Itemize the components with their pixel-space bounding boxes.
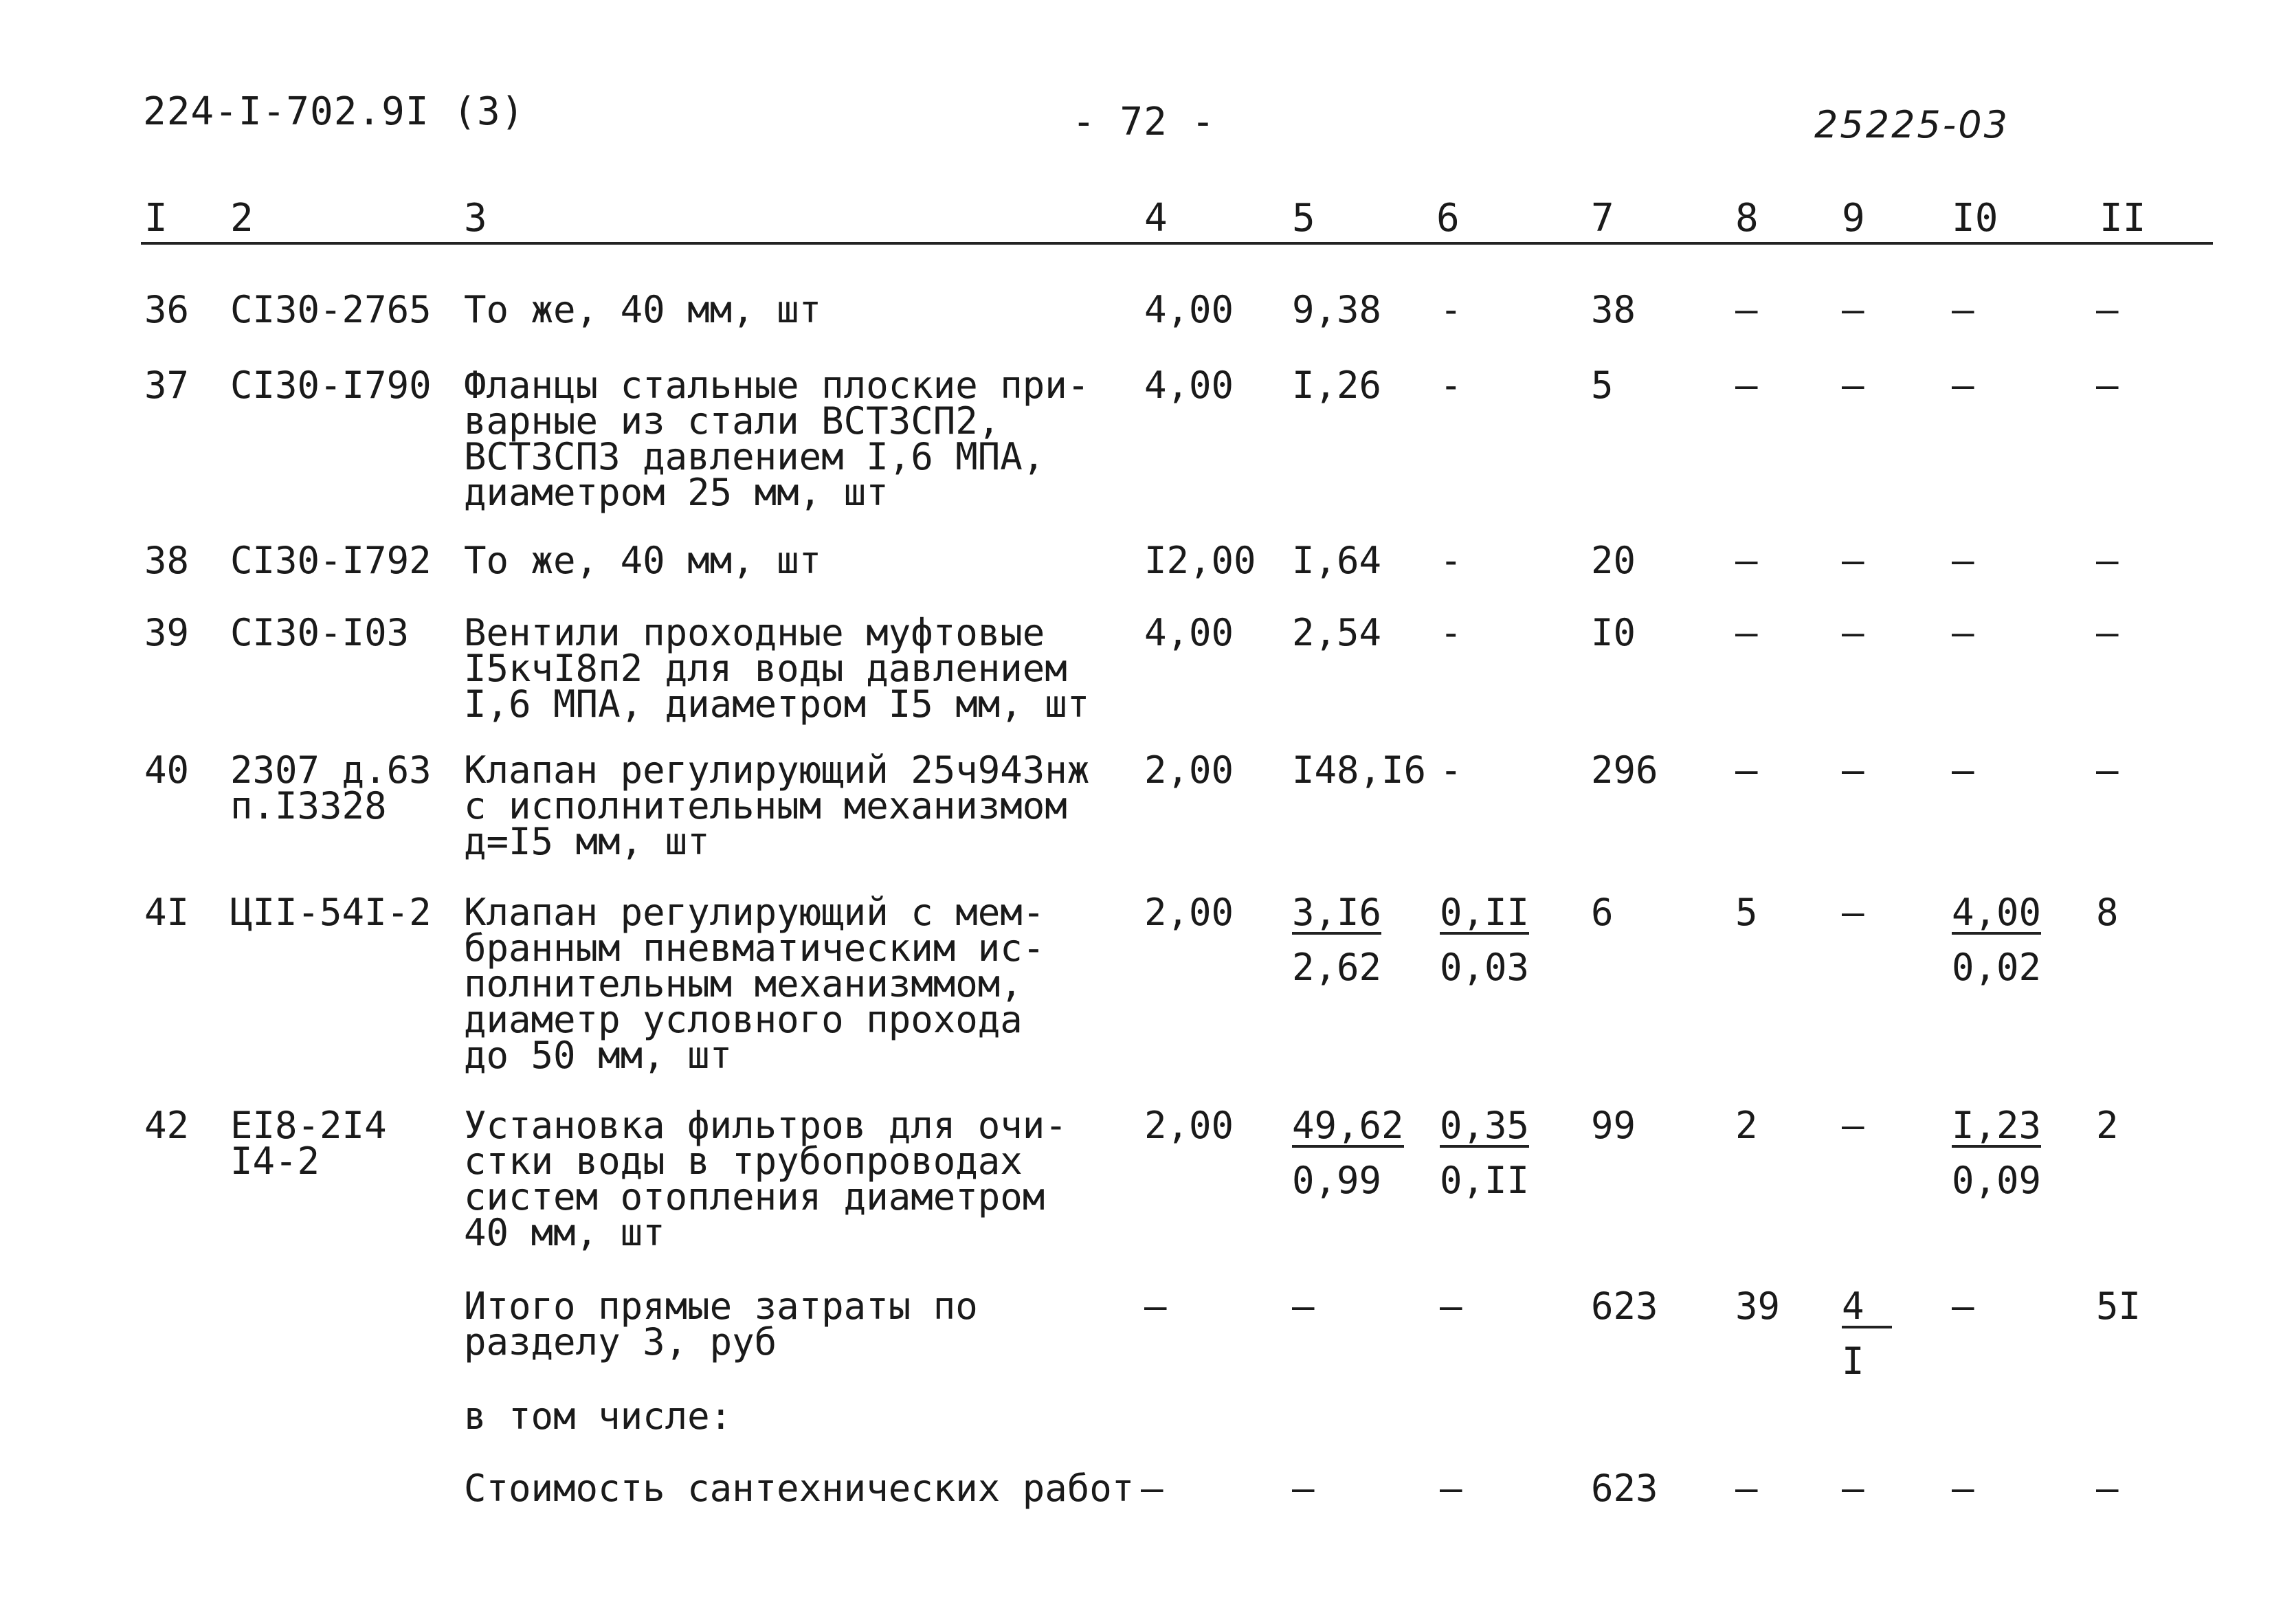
col-8: 39 xyxy=(1735,1284,1781,1328)
total-cost: 6 xyxy=(1591,891,1614,934)
col-6-fraction xyxy=(1440,891,1530,989)
column-header: 4 xyxy=(1144,196,1168,241)
unit-cost: 9,38 xyxy=(1292,288,1382,331)
col-9: – xyxy=(1842,1104,1864,1147)
total-cost: 20 xyxy=(1591,539,1636,582)
fraction-numerator: 49,62 xyxy=(1292,1104,1404,1147)
col-8: – xyxy=(1735,748,1758,792)
price-code: 2307 д.63 п.I3328 xyxy=(230,748,432,827)
column-header: I xyxy=(144,196,168,241)
fraction-numerator: 4 xyxy=(1842,1289,1892,1328)
col-6: - xyxy=(1440,611,1462,654)
col-6-fraction xyxy=(1440,1104,1530,1202)
quantity: I2,00 xyxy=(1144,539,1256,582)
unit-cost: I,64 xyxy=(1292,539,1382,582)
column-header: 6 xyxy=(1436,196,1460,241)
row-number: 40 xyxy=(144,748,190,792)
fraction-denominator: 0,03 xyxy=(1440,946,1530,989)
fraction-denominator: 0,09 xyxy=(1952,1159,2042,1202)
col-9: – xyxy=(1842,288,1864,331)
sanitary-label: Стоимость сантехнических работ xyxy=(464,1467,1135,1510)
quantity: 4,00 xyxy=(1144,288,1234,331)
col-9: – xyxy=(1842,539,1864,582)
quantity: 4,00 xyxy=(1144,364,1234,407)
price-code: ЦII-54I-2 xyxy=(230,891,432,934)
quantity: 2,00 xyxy=(1144,1104,1234,1147)
fraction-numerator: 4,00 xyxy=(1952,891,2042,934)
item-description: Установка фильтров для очи- стки воды в трубопроводах систем отопления диаметром 40 мм, шт xyxy=(464,1104,1067,1254)
fraction-denominator: 2,62 xyxy=(1292,946,1382,989)
col-9: – xyxy=(1842,364,1864,407)
row-number: 42 xyxy=(144,1104,190,1147)
col-6: - xyxy=(1440,539,1462,582)
col-10: – xyxy=(1952,1467,1974,1510)
fraction-denominator: 0,99 xyxy=(1292,1159,1382,1202)
col-10: – xyxy=(1952,288,1974,331)
item-description: Клапан регулирующий с мем- бранным пневматическим ис- полнительным механизммом, диаметр условного прохода до 50 мм, шт xyxy=(464,891,1045,1077)
total-cost: 296 xyxy=(1591,748,1658,792)
row-number: 39 xyxy=(144,611,190,654)
page-number: - 72 - xyxy=(1072,100,1216,144)
col-6: – xyxy=(1440,1284,1462,1328)
col-11: – xyxy=(2096,611,2119,654)
column-header: I0 xyxy=(1952,196,1998,241)
col-6: - xyxy=(1440,288,1462,331)
col-6: - xyxy=(1440,748,1462,792)
col-9: – xyxy=(1842,1467,1864,1510)
col-9: – xyxy=(1842,611,1864,654)
column-header: 9 xyxy=(1842,196,1865,241)
col-9-fraction xyxy=(1842,1284,1892,1383)
including-label: в том числе: xyxy=(464,1394,733,1438)
total-cost: 623 xyxy=(1591,1284,1658,1328)
col-11: 8 xyxy=(2096,891,2119,934)
col-11: – xyxy=(2096,1467,2119,1510)
col-8: – xyxy=(1735,611,1758,654)
row-number: 4I xyxy=(144,891,190,934)
col-8: – xyxy=(1735,364,1758,407)
col-11: – xyxy=(2096,748,2119,792)
col-10: – xyxy=(1952,748,1974,792)
total-cost: I0 xyxy=(1591,611,1636,654)
col-11: – xyxy=(2096,288,2119,331)
header-rule xyxy=(141,242,2213,245)
unit-cost-fraction xyxy=(1292,1104,1404,1202)
col-10-fraction xyxy=(1952,891,2042,989)
item-description: Клапан регулирующий 25ч943нж с исполнительным механизмом д=I5 мм, шт xyxy=(464,748,1090,863)
quantity: – xyxy=(1141,1467,1163,1510)
item-description: То же, 40 мм, шт xyxy=(464,288,822,331)
column-header: 3 xyxy=(464,196,487,241)
total-cost: 99 xyxy=(1591,1104,1636,1147)
col-6: - xyxy=(1440,364,1462,407)
col-11: – xyxy=(2096,364,2119,407)
col-11: – xyxy=(2096,539,2119,582)
fraction-numerator: I,23 xyxy=(1952,1104,2042,1147)
fraction-denominator: 0,II xyxy=(1440,1159,1530,1202)
price-code: CI30-2765 xyxy=(230,288,432,331)
column-header: 8 xyxy=(1735,196,1759,241)
total-cost: 38 xyxy=(1591,288,1636,331)
column-header: II xyxy=(2100,196,2146,241)
fraction-numerator: 0,II xyxy=(1440,891,1530,934)
unit-cost: I48,I6 xyxy=(1292,748,1427,792)
col-10-fraction xyxy=(1952,1104,2042,1202)
item-description: Вентили проходные муфтовые I5кчI8п2 для воды давлением I,6 МПА, диаметром I5 мм, шт xyxy=(464,611,1090,726)
sheet-id: 25225-03 xyxy=(1814,103,2009,146)
col-8: 5 xyxy=(1735,891,1758,934)
unit-cost: I,26 xyxy=(1292,364,1382,407)
document-code: 224-I-702.9I (3) xyxy=(143,89,525,134)
item-description: Фланцы стальные плоские при- варные из стали ВСТ3СП2, ВСТ3СП3 давлением I,6 МПА, диаметром 25 мм, шт xyxy=(464,364,1090,514)
unit-cost-fraction xyxy=(1292,891,1382,989)
quantity: 4,00 xyxy=(1144,611,1234,654)
col-11: 5I xyxy=(2096,1284,2141,1328)
row-number: 37 xyxy=(144,364,190,407)
col-10: – xyxy=(1952,364,1974,407)
col-8: 2 xyxy=(1735,1104,1758,1147)
price-code: CI30-I03 xyxy=(230,611,410,654)
unit-cost: 2,54 xyxy=(1292,611,1382,654)
column-header: 5 xyxy=(1292,196,1315,241)
price-code: EI8-2I4 I4-2 xyxy=(230,1104,387,1183)
total-label: Итого прямые затраты по разделу 3, руб xyxy=(464,1284,978,1364)
price-code: CI30-I792 xyxy=(230,539,432,582)
col-8: – xyxy=(1735,1467,1758,1510)
row-number: 36 xyxy=(144,288,190,331)
price-code: CI30-I790 xyxy=(230,364,432,407)
quantity: 2,00 xyxy=(1144,891,1234,934)
total-cost: 5 xyxy=(1591,364,1614,407)
total-cost: 623 xyxy=(1591,1467,1658,1510)
col-8: – xyxy=(1735,288,1758,331)
col-6: – xyxy=(1440,1467,1462,1510)
unit-cost: – xyxy=(1292,1467,1315,1510)
fraction-denominator: I xyxy=(1842,1339,1864,1383)
col-11: 2 xyxy=(2096,1104,2119,1147)
row-number: 38 xyxy=(144,539,190,582)
item-description: То же, 40 мм, шт xyxy=(464,539,822,582)
col-9: – xyxy=(1842,748,1864,792)
col-10: – xyxy=(1952,611,1974,654)
fraction-numerator: 0,35 xyxy=(1440,1104,1530,1147)
quantity: 2,00 xyxy=(1144,748,1234,792)
fraction-denominator: 0,02 xyxy=(1952,946,2042,989)
fraction-numerator: 3,I6 xyxy=(1292,891,1382,934)
col-10: – xyxy=(1952,539,1974,582)
col-9: – xyxy=(1842,891,1864,934)
col-8: – xyxy=(1735,539,1758,582)
column-header: 7 xyxy=(1591,196,1614,241)
unit-cost: – xyxy=(1292,1284,1315,1328)
column-header: 2 xyxy=(230,196,254,241)
quantity: – xyxy=(1144,1284,1167,1328)
col-10: – xyxy=(1952,1284,1974,1328)
